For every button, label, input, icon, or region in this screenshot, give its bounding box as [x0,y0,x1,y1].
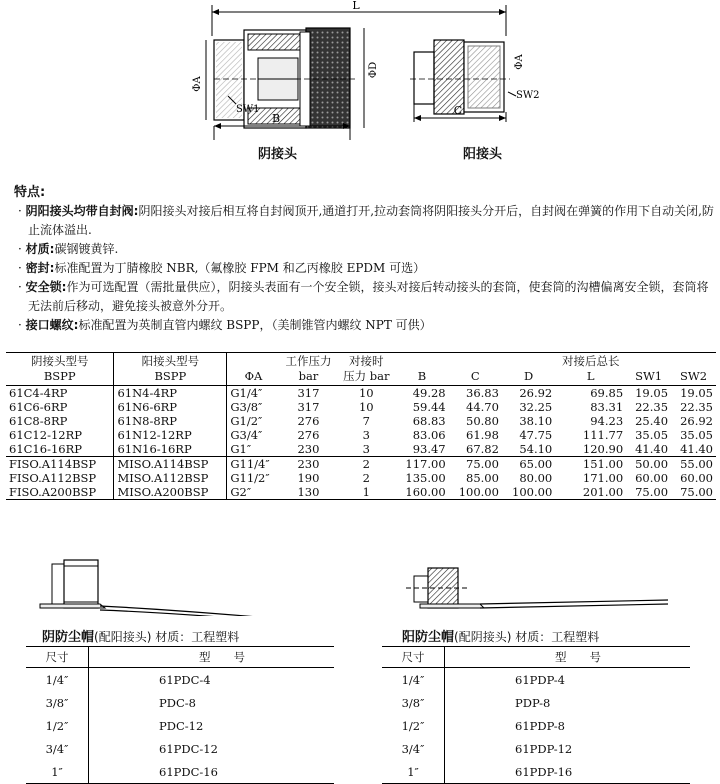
dim-phiA: ΦA [192,76,203,92]
spec-cell: G11/4″ [227,457,280,472]
col-model: 型 号 [89,647,335,668]
spec-cell: 83.06 [412,428,446,442]
spec-cell: 61C12-12RP [6,428,114,442]
col-model: 型 号 [445,647,691,668]
spec-row [6,485,716,500]
cap-row [382,737,690,760]
spec-cell: G1/4″ [230,386,263,400]
spec-cell: 50.80 [466,414,499,428]
spec-header-row [6,353,716,386]
col-D: D [523,369,534,383]
spec-cell: 160.00 [405,485,446,499]
spec-cell: FISO.A112BSP [6,471,114,485]
male-cap-title: 阳防尘帽(配阴接头) 材质：工程塑料 [402,630,600,645]
spec-cell: 61N6-6RP [114,400,227,414]
spec-cell: 26.92 [680,414,713,428]
spec-cell: 61C8-8RP [6,414,114,428]
spec-cell: FISO.A114BSP [6,457,114,472]
cap-model: 61PDP-16 [515,764,573,779]
spec-cell: 130 [297,485,320,499]
feature-item: · 阴阳接头均带自封阀:阴阳接头对接后相互将自封阀顶开,通道打开,拉动套筒将阴阳接头分开后，自封阀在弹簧的作用下自动关闭,防止流体溢出. [18,204,714,237]
col-male: 阳接头型号 BSPP [114,353,227,386]
spec-cell: 230 [297,442,320,456]
cap-model: 61PDC-12 [159,741,218,756]
spec-cell: 35.05 [680,428,713,442]
cap-model: 61PDP-12 [515,741,573,756]
spec-row [6,386,716,401]
feature-item: · 接口螺纹:标准配置为英制直管内螺纹 BSPP，（美制锥管内螺纹 NPT 可供） [18,318,432,332]
dim-L: L [352,0,360,12]
spec-cell: 317 [297,400,320,414]
spec-cell: 75.00 [635,485,669,499]
spec-cell: 19.05 [635,386,669,400]
spec-cell: 75.00 [680,485,713,499]
cap-row [382,691,690,714]
female-cap-table [26,646,334,784]
spec-cell: 38.10 [519,414,553,428]
cap-size: 1″ [26,760,89,784]
spec-cell: 60.00 [680,471,713,485]
spec-cell: 19.05 [680,386,713,400]
spec-cell: G1/2″ [230,414,263,428]
cap-row [26,737,334,760]
female-cap-drawing [30,556,310,616]
spec-cell: 85.00 [466,471,499,485]
spec-cell: 117.00 [395,457,448,472]
cap-size: 3/4″ [382,737,445,760]
col-C: C [470,369,480,383]
cap-model: 61PDP-8 [515,718,565,733]
feature-item: · 密封:标准配置为丁腈橡胶 NBR,（氟橡胶 FPM 和乙丙橡胶 EPDM 可选） [18,261,426,275]
spec-cell: 61C6-6RP [6,400,114,414]
col-SW1: SW1 [635,369,663,383]
col-connect-pressure: 对接时 压力 bar [343,354,390,383]
female-cap-header [26,647,334,668]
spec-cell: 61.98 [466,428,499,442]
spec-cell: 44.70 [466,400,499,414]
col-L: 对接后总长 L [561,354,620,383]
cap-model: 61PDC-4 [159,672,211,687]
col-SW2: SW2 [680,369,708,383]
spec-cell: 54.10 [519,442,553,456]
spec-cell: MISO.A114BSP [114,457,227,472]
male-cap-table [382,646,690,784]
spec-cell: 10 [358,386,374,400]
spec-cell: G2″ [230,485,252,499]
spec-cell: 68.83 [412,414,446,428]
spec-cell: 230 [280,457,338,472]
spec-cell: 55.00 [671,457,716,472]
spec-cell: 111.77 [582,428,624,442]
spec-cell: G3/4″ [230,428,263,442]
spec-row [6,428,716,442]
male-caption: 阳接头 [463,147,503,162]
spec-cell: 59.44 [412,400,446,414]
spec-cell: 41.40 [680,442,713,456]
cap-row [382,760,690,784]
spec-cell: G1″ [230,442,252,456]
spec-cell: 151.00 [555,457,626,472]
female-cap-title: 阴防尘帽(配阳接头) 材质：工程塑料 [42,630,240,645]
spec-cell: 26.92 [519,386,553,400]
spec-cell: 60.00 [635,471,669,485]
spec-cell: FISO.A200BSP [6,485,114,500]
dim-phiA-male: ΦA [514,54,525,70]
cap-size: 3/4″ [26,737,89,760]
spec-cell: 2 [362,471,370,485]
spec-cell: 190 [297,471,320,485]
spec-cell: 22.35 [680,400,713,414]
spec-cell: 80.00 [519,471,553,485]
cap-size: 3/8″ [26,691,89,714]
dim-C: C [453,104,463,117]
cap-size: 3/8″ [382,691,445,714]
cap-model: PDC-8 [159,695,196,710]
spec-table [6,352,716,500]
cap-row [26,714,334,737]
spec-cell: 22.35 [635,400,669,414]
male-coupling [410,40,510,114]
col-working-pressure: 工作压力 bar [285,354,332,383]
cap-size: 1/2″ [26,714,89,737]
cap-model: PDP-8 [515,695,551,710]
spec-cell: 47.75 [519,428,553,442]
coupling-drawing [0,0,720,178]
spec-cell: 35.05 [635,428,669,442]
spec-cell: 317 [297,386,320,400]
spec-cell: 32.25 [519,400,553,414]
dim-B: B [271,112,281,125]
spec-cell: 7 [362,414,370,428]
spec-cell: 135.00 [405,471,446,485]
spec-cell: 276 [297,414,320,428]
spec-cell: 2 [337,457,395,472]
cap-model: PDC-12 [159,718,204,733]
cap-row [26,760,334,784]
cap-model: 61PDP-4 [515,672,565,687]
spec-row [6,457,716,472]
spec-cell: 61N4-4RP [114,386,227,401]
spec-cell: 100.00 [458,485,499,499]
cap-model: 61PDC-16 [159,764,218,779]
spec-cell: 93.47 [412,442,446,456]
spec-row [6,414,716,428]
spec-row [6,471,716,485]
spec-cell: 94.23 [590,414,624,428]
spec-cell: 67.82 [466,442,499,456]
spec-cell: 75.00 [449,457,502,472]
spec-cell: 65.00 [502,457,555,472]
features-title: 特点: [14,185,46,200]
dim-SW1: SW1 [236,104,260,115]
spec-cell: 10 [358,400,374,414]
spec-cell: 61N8-8RP [114,414,227,428]
spec-cell: 3 [362,428,370,442]
spec-cell: MISO.A200BSP [114,485,227,500]
spec-cell: G11/2″ [230,471,270,485]
spec-cell: 276 [297,428,320,442]
cap-size: 1/4″ [382,668,445,692]
spec-cell: 120.90 [582,442,624,456]
feature-item: · 材质:碳钢镀黄锌. [18,242,119,256]
dim-SW2: SW2 [516,90,540,101]
col-size: 尺寸 [26,647,89,668]
spec-cell: MISO.A112BSP [114,471,227,485]
spec-cell: 1 [362,485,370,499]
spec-cell: 3 [362,442,370,456]
spec-row [6,442,716,457]
col-B: B [417,369,427,383]
spec-cell: 201.00 [582,485,624,499]
col-female: 阴接头型号 BSPP [6,353,114,386]
female-caption: 阴接头 [258,147,298,162]
features-section [14,183,714,335]
spec-cell: 41.40 [635,442,669,456]
dim-phiD: ΦD [368,61,379,79]
spec-cell: 61N16-16RP [114,442,227,457]
cap-size: 1/4″ [26,668,89,692]
cap-row [26,691,334,714]
spec-cell: 171.00 [582,471,624,485]
spec-cell: 49.28 [412,386,446,400]
spec-cell: 61N12-12RP [114,428,227,442]
spec-cell: 25.40 [635,414,669,428]
spec-row [6,400,716,414]
spec-cell: G3/8″ [230,400,263,414]
spec-cell: 36.83 [466,386,499,400]
col-phiA: ΦA [244,369,263,383]
cap-size: 1″ [382,760,445,784]
col-size: 尺寸 [382,647,445,668]
cap-row [382,714,690,737]
spec-cell: 61C4-4RP [6,386,114,401]
cap-row [382,668,690,692]
spec-cell: 100.00 [512,485,553,499]
cap-row [26,668,334,692]
male-cap-header [382,647,690,668]
male-cap-drawing [400,560,700,616]
feature-item: · 安全锁:作为可选配置（需批量供应），阴接头表面有一个安全锁，接头对接后转动接头的套筒，使套筒的沟槽偏离安全锁，套筒将无法前后移动，避免接头被意外分开。 [18,280,709,313]
spec-cell: 61C16-16RP [6,442,114,457]
cap-size: 1/2″ [382,714,445,737]
spec-cell: 69.85 [590,386,624,400]
spec-cell: 83.31 [590,400,624,414]
spec-cell: 50.00 [626,457,671,472]
